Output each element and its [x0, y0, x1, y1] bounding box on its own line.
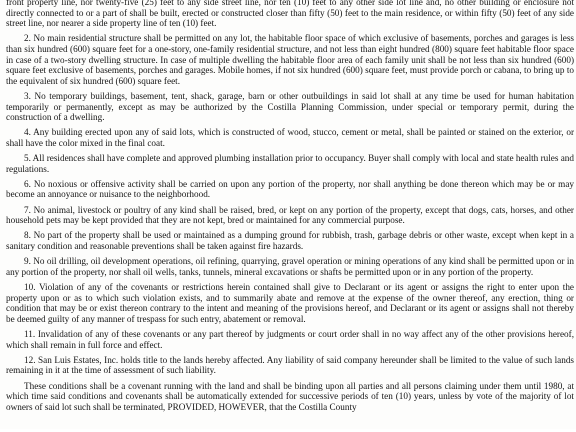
paragraph-10-violations: 10. Violation of any of the covenants or restrictions herein contained shall give to Declarant or its agent or assigns the right to enter upon the property upon or as to which such violation exists, and to summarily abate and remove at the expense of the owner thereof, any erection, thing or condition that may be or exist thereon contrary to the intent and meaning of the provisions hereof, and Declarant or its agent or assigns shall not thereby be deemed guilty of any manner of trespass for such entry, abatement or removal.	[6, 282, 574, 324]
paragraph-5-plumbing: 5. All residences shall have complete and approved plumbing installation prior to occupancy. Buyer shall comply with local and state health rules and regulations.	[6, 153, 574, 174]
paragraph-7-animals: 7. No animal, livestock or poultry of any kind shall be raised, bred, or kept on any portion of the property, except that dogs, cats, horses, and other household pets may be kept provided that they are not kept, bred or maintained for any commercial purpose.	[6, 204, 574, 226]
paragraph-6-nuisance: 6. No noxious or offensive activity shall be carried on upon any portion of the property, nor shall anything be done thereon which may be or may become an annoyance or nuisance to the neighborhood.	[6, 178, 574, 200]
paragraph-covenant-term: These conditions shall be a covenant running with the land and shall be binding upon all parties and all persons claiming under them until 1980, at which time said conditions and covenants shall be automatically extended for successive periods of ten (10) years, unless by vote of the majority of lot owners of said lot such shall be terminated, PROVIDED, HOWEVER, that the Costilla County	[6, 380, 574, 412]
paragraph-12-liability: 12. San Luis Estates, Inc. holds title to the lands hereby affected. Any liability of said company hereunder shall be limited to the value of such lands remaining in it at the time of assessment of such liability.	[6, 354, 574, 376]
paragraph-8-dumping: 8. No part of the property shall be used or maintained as a dumping ground for rubbish, trash, garbage debris or other waste, except when kept in a sanitary condition and reasonable preventions shall be taken against fire hazards.	[6, 230, 574, 252]
paragraph-3-temporary-buildings: 3. No temporary buildings, basement, tent, shack, garage, barn or other outbuildings in said lot shall at any time be used for human habitation temporarily or permanently, except as may be authorized by the Costilla Planning Commission, under special or temporary permit, during the construction of a dwelling.	[6, 90, 574, 123]
paragraph-9-drilling-mining: 9. No oil drilling, oil development operations, oil refining, quarrying, gravel operation or mining operations of any kind shall be permitted upon or in any portion of the property, nor shall oil wells, tanks, tunnels, mineral excavations or shafts be permitted upon or in any portion of the property.	[6, 256, 574, 277]
paragraph-11-invalidation: 11. Invalidation of any of these covenants or any part thereof by judgments or court order shall in no way affect any of the other provisions hereof, which shall remain in full force and effect.	[6, 328, 574, 350]
paragraph-4-exterior-finish: 4. Any building erected upon any of said lots, which is constructed of wood, stucco, cement or metal, shall be painted or stained on the exterior, or shall have the color mixed in the final coat.	[6, 127, 574, 148]
paragraph-setbacks: front property line, nor twenty-five (25) feet to any side street line, nor ten (10) feet to any other side lot line and, no other building or enclosure not directly connected to or a part of shall be built, erected or constructed closer than fifty (50) feet to the main residence, or within fifty (50) feet of any side street line, nor nearer a side property line of ten (10) feet.	[6, 0, 574, 29]
paragraph-2-floor-space: 2. No main residential structure shall be permitted on any lot, the habitable floor space of which exclusive of basements, porches and garages is less than six hundred (600) square feet for a one-story, one-family residential structure, and not less than eight hundred (800) square feet habitable floor space in case of a two-story dwelling structure. In case of multiple dwelling the habitable floor area of each family unit shall be not less than six hundred (600) square feet exclusive of basements, porches and garages. Mobile homes, if not six hundred (600) square feet, must provide porch or cabana, to bring up to the equivalent of six hundred (600) square feet.	[6, 33, 574, 86]
